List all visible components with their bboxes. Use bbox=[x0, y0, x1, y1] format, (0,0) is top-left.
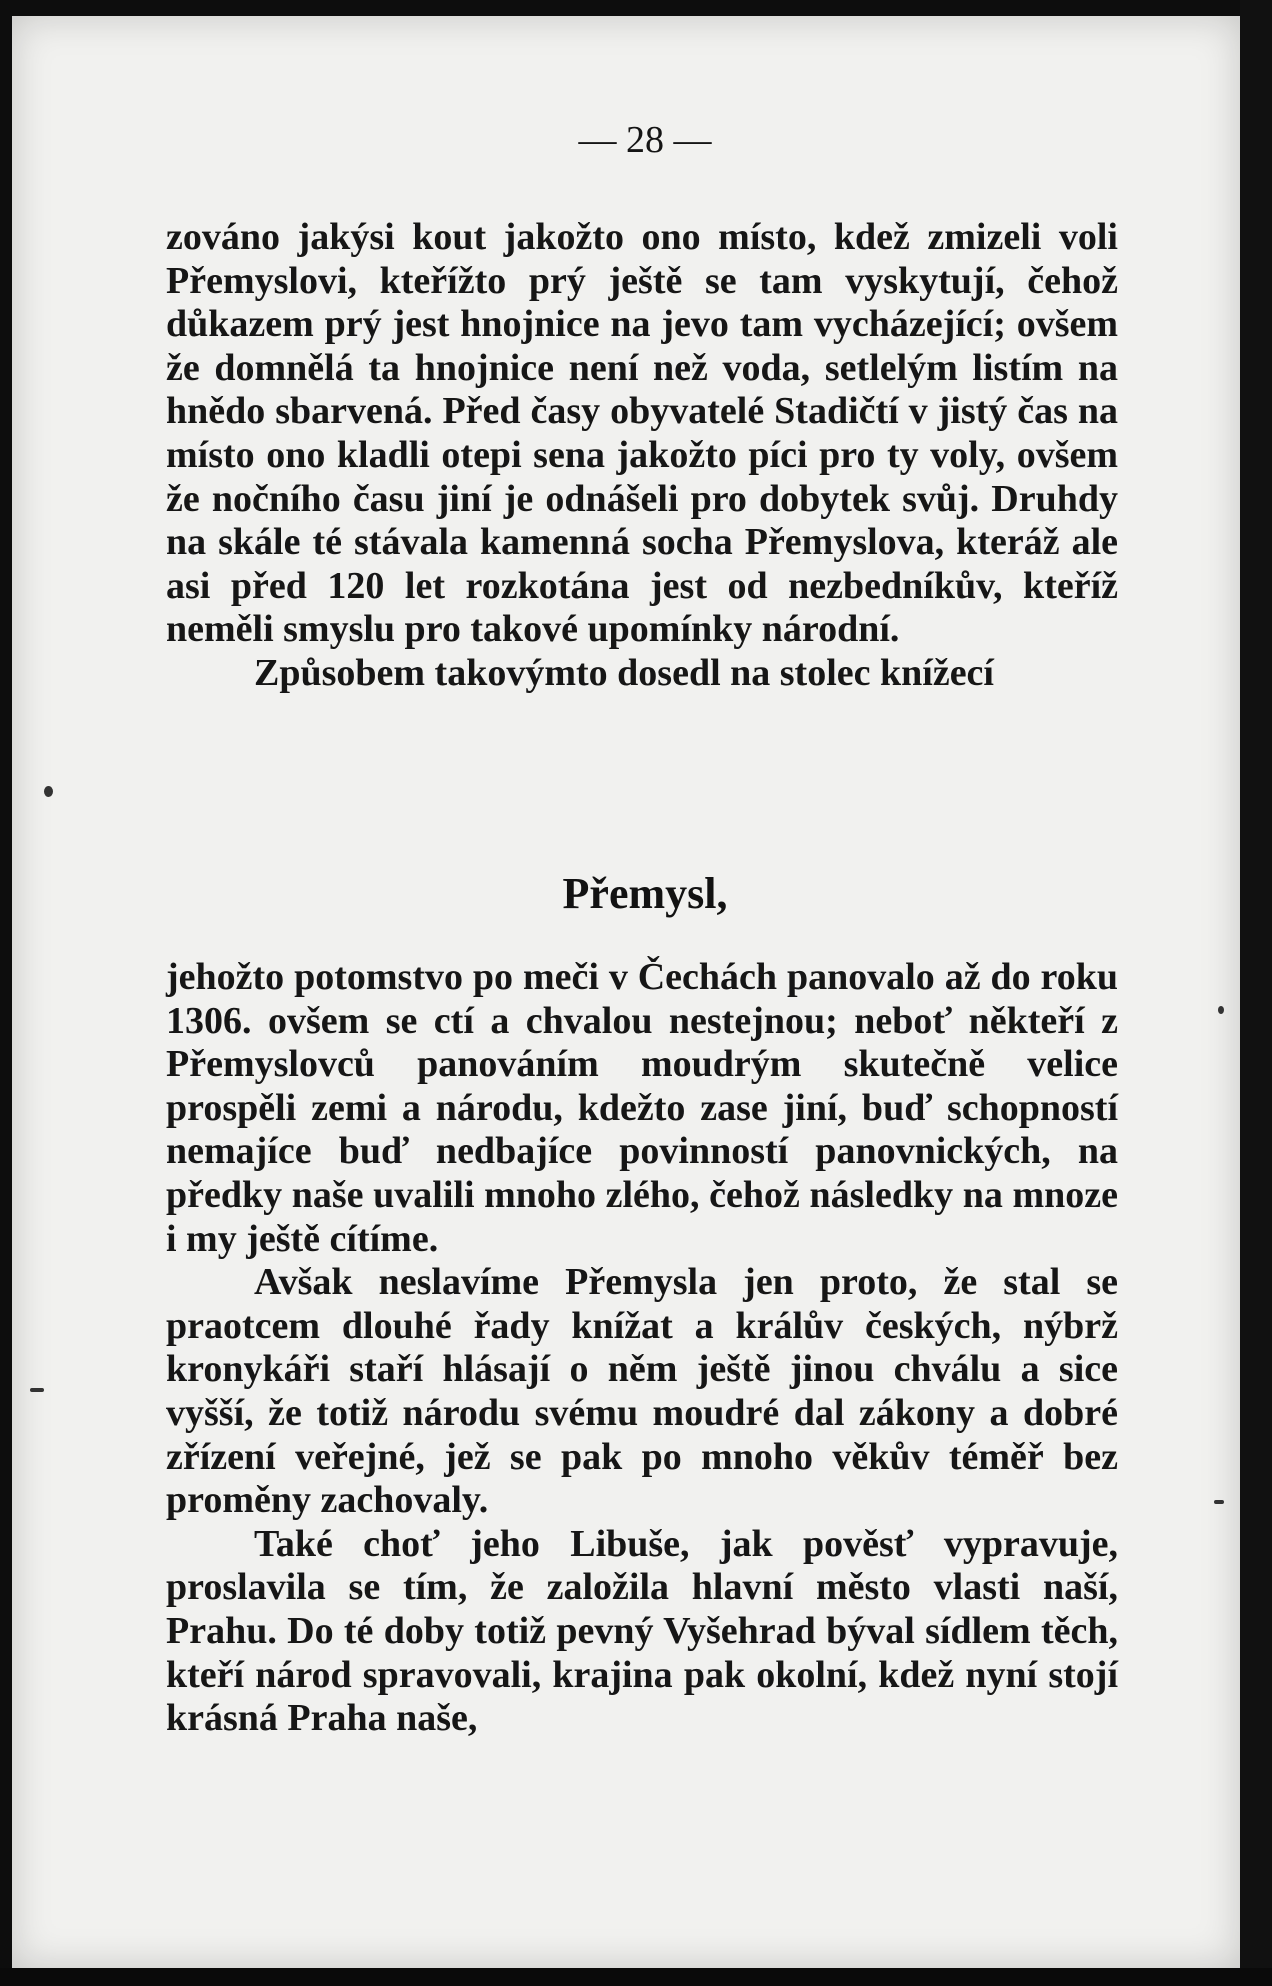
paragraph-continuation: zováno jakýsi kout jakožto ono místo, kdež zmizeli voli Přemyslovi, kteřížto prý ještě se tam vyskytují, čehož důkazem prý jest hnojnice na jevo tam vycházející; ovšem že domnělá ta hnojnice není než voda, setlelým listím na hnědo sbarvená. Před časy obyvatelé Stadičtí v jistý čas na místo ono kladli otepi sena jakožto píci pro ty voly, ovšem že nočního času jiní je odnášeli pro dobytek svůj. Druhdy na skále té stávala kamenná socha Přemyslova, kteráž ale asi před 120 let rozkotána jest od nezbedníkův, kteříž neměli smyslu pro takové upomínky národní. bbox=[166, 216, 1118, 651]
page-number: — 28 — bbox=[578, 119, 712, 161]
paragraph-lead-in: Způsobem takovýmto dosedl na stolec knížecí bbox=[254, 651, 994, 694]
text-block-upper bbox=[166, 216, 1118, 696]
section-heading: Přemysl, bbox=[562, 869, 728, 918]
ink-speck bbox=[1218, 1006, 1224, 1014]
page-edge-bottom bbox=[0, 1968, 1272, 1986]
ink-speck bbox=[30, 1388, 44, 1392]
paragraph-laws: Avšak neslavíme Přemysla jen proto, že stal se praotcem dlouhé řady knížat a králův českých, nýbrž kronykáři staří hlásají o něm ještě jinou chválu a sice vyšší, že totiž národu svému moudré dal zákony a dobré zřízení veřejné, jež se pak po mnoho věkův téměř bez proměny zachovaly. bbox=[166, 1261, 1118, 1522]
paragraph-libuse: Také choť jeho Libuše, jak pověsť vypravuje, proslavila se tím, že založila hlavní město vlasti naší, Prahu. Do té doby totiž pevný Vyšehrad býval sídlem těch, kteří národ spravovali, krajina pak okolní, kdež nyní stojí krásná Praha naše, bbox=[166, 1522, 1118, 1740]
text-block-lower bbox=[166, 956, 1118, 1741]
ink-speck bbox=[1214, 1500, 1224, 1504]
ink-speck bbox=[44, 786, 53, 797]
paragraph-dynasty: jehožto potomstvo po meči v Čechách panovalo až do roku 1306. ovšem se ctí a chvalou nestejnou; neboť někteří z Přemyslovců panováním moudrým skutečně velice prospěli zemi a národu, kdežto zase jiní, buď schopností nemajíce buď nedbajíce povinností panovnických, na předky naše uvalili mnoho zlého, čehož následky na mnoze i my ještě cítíme. bbox=[166, 956, 1118, 1260]
page-edge-right bbox=[1240, 0, 1272, 1986]
